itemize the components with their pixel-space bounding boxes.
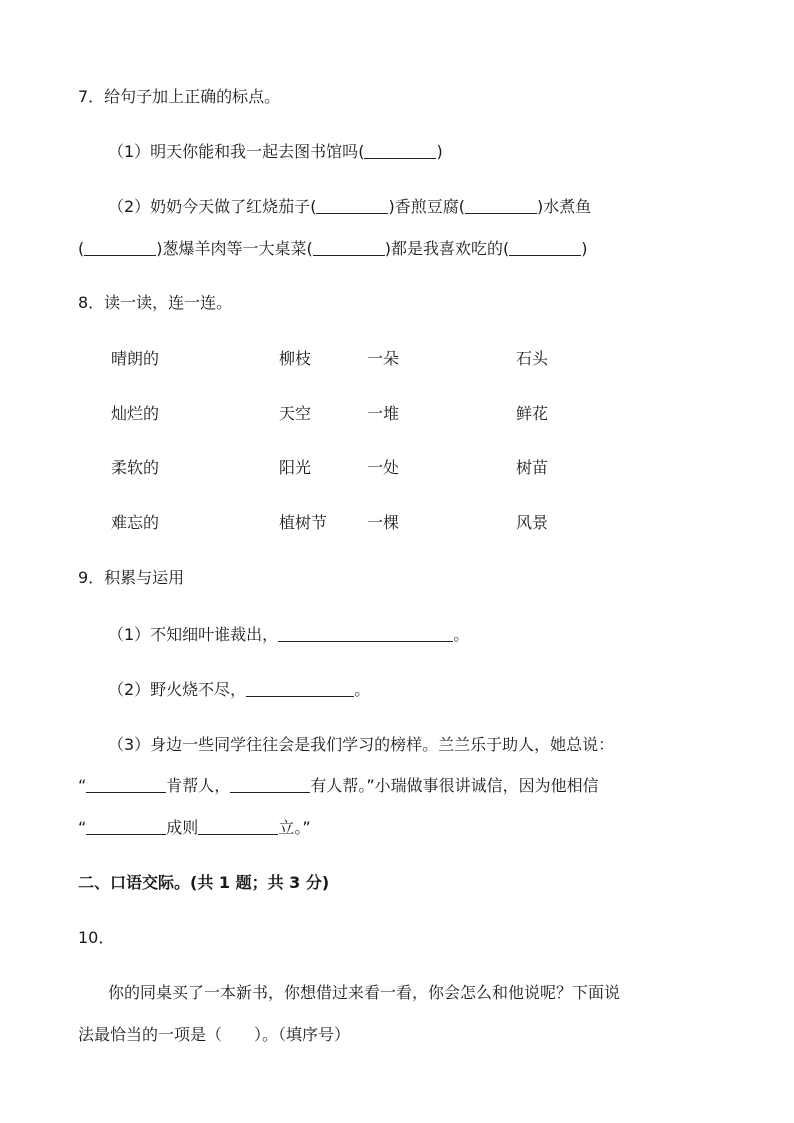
q7-s1-text: （1）明天你能和我一起去图书馆吗 <box>108 142 359 161</box>
q9-s5a-text: 成则 <box>166 818 199 837</box>
q8-r2-c2[interactable]: 天空 <box>279 404 312 423</box>
q8-r2-c3[interactable]: 一堆 <box>367 404 400 423</box>
q8-r4-c2[interactable]: 植树节 <box>279 513 328 532</box>
q9-blank-6[interactable] <box>198 820 278 835</box>
q8-r1-c2[interactable]: 柳枝 <box>279 349 312 368</box>
q8-r3-c4[interactable]: 树苗 <box>516 458 549 477</box>
q9-blank-3[interactable] <box>86 778 166 793</box>
q9-s2-text: （2）野火烧不尽， <box>108 680 247 699</box>
q10-number: 10． <box>78 928 115 947</box>
q8-r3-c3[interactable]: 一处 <box>367 458 400 477</box>
q9-s4b-text: 有人帮。”小瑞做事很讲诚信，因为他相信 <box>310 776 599 795</box>
q7-s3a-text: 葱爆羊肉等一大桌菜 <box>162 239 307 258</box>
q7-sentence-3: ( )葱爆羊肉等一大桌菜( )都是我喜欢吃的( ) <box>78 239 588 258</box>
q7-s2b-text: 香煎豆腐 <box>394 197 459 216</box>
q7-blank-4[interactable] <box>84 241 156 256</box>
q10-paragraph-line-1: 你的同桌买了一本新书，你想借过来看一看，你会怎么和他说呢？下面说 <box>108 983 621 1002</box>
q7-s3b-text: 都是我喜欢吃的 <box>391 239 504 258</box>
q9-blank-5[interactable] <box>86 820 166 835</box>
q7-s2a-text: （2）奶奶今天做了红烧茄子 <box>108 197 311 216</box>
q9-s1-text: （1）不知细叶谁裁出， <box>108 625 279 644</box>
q9-blank-4[interactable] <box>230 778 310 793</box>
q7-title: 7．给句子加上正确的标点。 <box>78 87 281 106</box>
q9-blank-2[interactable] <box>246 682 354 697</box>
q9-s4a-text: 肯帮人， <box>166 776 231 795</box>
q9-title: 9．积累与运用 <box>78 568 185 587</box>
q9-sentence-1: （1）不知细叶谁裁出， 。 <box>108 625 470 644</box>
q8-r3-c1[interactable]: 柔软的 <box>111 458 160 477</box>
q7-s2c-text: 水煮鱼 <box>543 197 592 216</box>
q7-sentence-2: （2）奶奶今天做了红烧茄子( )香煎豆腐( )水煮鱼 <box>108 197 592 216</box>
q9-s5b-text: 立。” <box>278 818 311 837</box>
q8-r1-c4[interactable]: 石头 <box>516 349 549 368</box>
q7-blank-2[interactable] <box>316 199 388 214</box>
q8-r1-c3[interactable]: 一朵 <box>367 349 400 368</box>
q8-r2-c1[interactable]: 灿烂的 <box>111 404 160 423</box>
q9-sentence-2: （2）野火烧不尽， 。 <box>108 680 371 699</box>
q9-blank-1[interactable] <box>278 627 453 642</box>
q9-sentence-4: “ 肯帮人， 有人帮。”小瑞做事很讲诚信，因为他相信 <box>78 776 599 795</box>
q7-sentence-1: （1）明天你能和我一起去图书馆吗( ) <box>108 142 443 161</box>
q9-sentence-3: （3）身边一些同学往往会是我们学习的榜样。兰兰乐于助人，她总说： <box>108 735 615 754</box>
q8-r2-c4[interactable]: 鲜花 <box>516 404 549 423</box>
q8-r4-c4[interactable]: 风景 <box>516 513 549 532</box>
q8-r4-c1[interactable]: 难忘的 <box>111 513 160 532</box>
q9-sentence-5: “ 成则 立。” <box>78 818 311 837</box>
q7-blank-5[interactable] <box>313 241 385 256</box>
q7-blank-3[interactable] <box>465 199 537 214</box>
section-2-heading: 二、口语交际。(共 1 题；共 3 分) <box>78 873 330 892</box>
q8-title: 8．读一读，连一连。 <box>78 293 233 312</box>
q8-r4-c3[interactable]: 一棵 <box>367 513 400 532</box>
q7-blank-6[interactable] <box>509 241 581 256</box>
q7-blank-1[interactable] <box>364 144 436 159</box>
q8-r1-c1[interactable]: 晴朗的 <box>111 349 160 368</box>
q10-paragraph-line-2: 法最恰当的一项是（ ）。（填序号） <box>78 1025 351 1044</box>
q8-r3-c2[interactable]: 阳光 <box>279 458 312 477</box>
